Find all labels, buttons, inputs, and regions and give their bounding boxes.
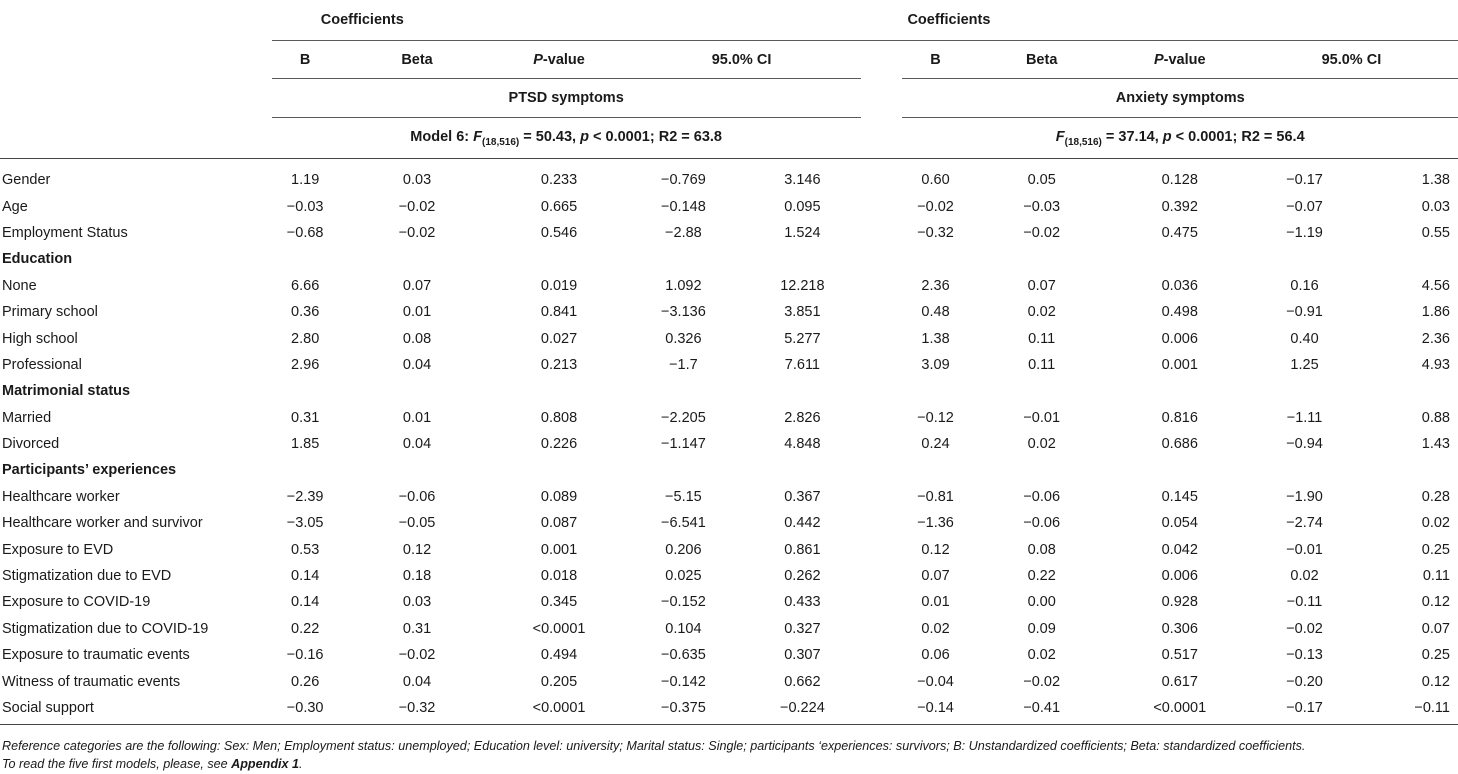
table-cell: −0.02 xyxy=(1286,620,1323,637)
table-cell: 0.089 xyxy=(540,488,578,505)
table-cell: 0.07 xyxy=(1421,620,1450,637)
col-ci-left: 95.0% CI xyxy=(623,41,861,79)
table-cell: 0.14 xyxy=(291,568,320,585)
table-cell: 1.38 xyxy=(921,330,950,347)
table-cell: 0.128 xyxy=(1161,172,1198,189)
model-left-stats: Model 6: $F_{(18,516)} = 50.43$, p < 0.0001; R2 = 63.8 xyxy=(272,118,861,159)
table-cell: −0.94 xyxy=(1286,436,1323,453)
table-cell: −2.74 xyxy=(1286,515,1323,532)
table-cell: 0.09 xyxy=(1027,620,1056,637)
group-anxiety: Anxiety symptoms xyxy=(902,79,1458,118)
table-cell xyxy=(744,246,860,272)
table-cell: −0.07 xyxy=(1286,198,1323,215)
table-cell: 0.665 xyxy=(540,198,578,215)
table-cell: 0.006 xyxy=(1161,568,1198,585)
footnote-line-1: Reference categories are the following: Sex: Men; Employment status: unemployed; Education level: university; Marital status: Single; participants ‘experiences: survivors; B: Unstandardized coefficients; Beta: standardized coefficients. xyxy=(2,739,1306,753)
table-cell: 0.327 xyxy=(784,620,821,637)
table-cell: −0.01 xyxy=(1023,409,1061,426)
table-cell: <0.0001 xyxy=(532,620,586,637)
table-cell: 0.01 xyxy=(402,304,432,321)
table-cell: 0.326 xyxy=(665,330,702,347)
table-cell: 0.12 xyxy=(921,541,950,558)
table-cell: −0.32 xyxy=(917,224,954,241)
table-row xyxy=(0,299,1458,325)
table-cell: <0.0001 xyxy=(1115,695,1245,725)
table-body xyxy=(0,159,1458,725)
table-row xyxy=(0,589,1458,615)
table-cell xyxy=(496,246,623,272)
table-cell: 0.841 xyxy=(540,304,578,321)
table-cell: 0.04 xyxy=(402,673,432,690)
table-cell: −0.91 xyxy=(1286,304,1323,321)
table-cell: 0.02 xyxy=(1027,436,1056,453)
table-cell: 0.475 xyxy=(1161,224,1198,241)
gap-cell xyxy=(861,563,903,589)
section-label: Matrimonial status xyxy=(2,383,131,400)
gap-cell xyxy=(861,193,903,219)
table-cell: 1.25 xyxy=(1290,356,1319,373)
table-cell: 0.04 xyxy=(402,356,432,373)
table-cell: 3.09 xyxy=(921,356,950,373)
table-cell: −0.06 xyxy=(1023,515,1061,532)
table-row xyxy=(0,220,1458,246)
table-cell xyxy=(339,246,496,272)
table-cell: −0.224 xyxy=(744,695,860,725)
table-cell: 0.498 xyxy=(1161,304,1198,321)
table-cell: 1.43 xyxy=(1421,436,1450,453)
coefficients-left-label: Coefficients xyxy=(272,0,861,41)
table-cell: 0.88 xyxy=(1421,409,1450,426)
table-cell: −0.05 xyxy=(398,515,436,532)
table-cell: 0.24 xyxy=(921,436,950,453)
table-cell: 4.93 xyxy=(1421,356,1450,373)
section-label: Participants’ experiences xyxy=(2,462,177,479)
table-cell: −0.02 xyxy=(398,224,436,241)
table-cell: 0.02 xyxy=(1027,647,1056,664)
table-cell xyxy=(496,378,623,404)
table-row xyxy=(0,431,1458,457)
table-cell: 0.53 xyxy=(291,541,320,558)
table-cell: −0.148 xyxy=(661,198,706,215)
table-cell: −0.02 xyxy=(1023,224,1061,241)
table-cell xyxy=(744,378,860,404)
section-row xyxy=(0,378,1458,404)
table-cell: 0.03 xyxy=(402,172,432,189)
table-cell: 0.25 xyxy=(1421,647,1450,664)
header-row-groups xyxy=(0,79,1458,118)
table-cell: 0.14 xyxy=(291,594,320,611)
table-cell: 0.087 xyxy=(540,515,578,532)
table-cell: 0.006 xyxy=(1161,330,1198,347)
table-cell: −3.136 xyxy=(661,304,706,321)
gap-cell xyxy=(861,616,903,642)
table-row xyxy=(0,642,1458,668)
table-cell: 0.28 xyxy=(1421,488,1450,505)
table-cell: 0.01 xyxy=(921,594,950,611)
gap-cell xyxy=(861,642,903,668)
table-row xyxy=(0,536,1458,562)
table-cell: −0.81 xyxy=(917,488,954,505)
row-label: Married xyxy=(2,409,52,426)
table-cell: −0.68 xyxy=(286,224,324,241)
table-cell: 2.826 xyxy=(784,409,821,426)
row-label: Divorced xyxy=(2,436,60,453)
table-cell: 0.226 xyxy=(540,436,578,453)
table-cell: −0.11 xyxy=(1286,594,1323,611)
table-cell: −1.19 xyxy=(1286,224,1323,241)
table-cell: 0.307 xyxy=(784,647,821,664)
table-cell: −0.03 xyxy=(1023,198,1061,215)
table-cell: 0.517 xyxy=(1161,647,1198,664)
table-cell: 0.02 xyxy=(1290,568,1319,585)
row-label: Stigmatization due to COVID-19 xyxy=(2,620,209,637)
table-cell xyxy=(1115,246,1245,272)
table-cell: −2.205 xyxy=(661,409,706,426)
table-row xyxy=(0,405,1458,431)
table-cell: 2.80 xyxy=(291,330,320,347)
table-cell: −1.90 xyxy=(1286,488,1323,505)
table-cell: 0.145 xyxy=(1161,488,1198,505)
section-label: Education xyxy=(2,251,73,268)
table-cell: −1.36 xyxy=(917,515,954,532)
table-footnote xyxy=(2,737,1305,773)
row-label: Stigmatization due to EVD xyxy=(2,568,172,585)
row-label: Healthcare worker and survivor xyxy=(2,515,203,532)
gap-cell xyxy=(861,352,903,378)
appendix-link[interactable]: Appendix 1 xyxy=(231,757,300,771)
table-cell: 0.06 xyxy=(921,647,950,664)
table-cell: 0.662 xyxy=(784,673,821,690)
table-cell: −1.11 xyxy=(1286,409,1323,426)
table-cell: −0.635 xyxy=(661,647,706,664)
table-cell: 0.03 xyxy=(402,594,432,611)
table-cell: −2.39 xyxy=(286,488,324,505)
table-cell: 0.07 xyxy=(402,277,432,294)
table-row xyxy=(0,273,1458,299)
table-cell xyxy=(744,457,860,483)
table-cell: 0.686 xyxy=(1161,436,1198,453)
gap-cell xyxy=(861,484,903,510)
group-ptsd: PTSD symptoms xyxy=(272,79,861,118)
table-cell: 0.22 xyxy=(291,620,320,637)
table-cell: 3.851 xyxy=(784,304,821,321)
table-cell: 0.31 xyxy=(402,620,432,637)
table-cell: 0.04 xyxy=(402,436,432,453)
table-cell xyxy=(1115,378,1245,404)
table-cell: 0.262 xyxy=(784,568,821,585)
table-cell xyxy=(272,246,339,272)
gap-cell xyxy=(861,246,903,272)
table-cell: −0.03 xyxy=(286,198,324,215)
table-cell: 0.02 xyxy=(1421,515,1450,532)
table-cell xyxy=(1364,246,1458,272)
row-label: Gender xyxy=(2,172,51,189)
gap-cell xyxy=(861,695,903,725)
table-cell: 0.036 xyxy=(1161,277,1198,294)
table-row xyxy=(0,193,1458,219)
table-cell: 4.56 xyxy=(1421,277,1450,294)
table-cell xyxy=(902,246,968,272)
table-cell: 0.019 xyxy=(540,277,578,294)
table-cell: 0.001 xyxy=(1161,356,1198,373)
row-label: Healthcare worker xyxy=(2,488,120,505)
table-cell: 0.03 xyxy=(1421,198,1450,215)
table-cell: 0.08 xyxy=(402,330,432,347)
row-label: Primary school xyxy=(2,304,98,321)
col-b-left: B xyxy=(272,41,339,79)
section-row xyxy=(0,246,1458,272)
table-cell: 1.092 xyxy=(665,277,702,294)
table-cell xyxy=(496,457,623,483)
table-cell: 4.848 xyxy=(784,436,821,453)
gap-cell xyxy=(861,159,903,194)
table-cell: 2.96 xyxy=(291,356,320,373)
table-cell: 0.36 xyxy=(291,304,320,321)
table-cell xyxy=(272,457,339,483)
header-row-coefficients xyxy=(0,0,1458,41)
table-cell xyxy=(339,457,496,483)
table-cell xyxy=(272,378,339,404)
table-cell: −0.30 xyxy=(272,695,339,725)
table-cell: 0.205 xyxy=(540,673,578,690)
table-cell: −0.17 xyxy=(1286,172,1323,189)
table-cell: 0.367 xyxy=(784,488,821,505)
table-cell: 2.36 xyxy=(1421,330,1450,347)
header-row-models xyxy=(0,118,1458,159)
table-cell: −0.32 xyxy=(339,695,496,725)
table-cell: −0.12 xyxy=(917,409,954,426)
col-b-right: B xyxy=(902,41,968,79)
col-ci-right: 95.0% CI xyxy=(1245,41,1458,79)
gap-cell xyxy=(861,325,903,351)
table-cell: 7.611 xyxy=(784,356,820,373)
row-label: Employment Status xyxy=(2,224,128,241)
gap-cell xyxy=(861,378,903,404)
table-cell xyxy=(1245,378,1364,404)
table-row xyxy=(0,563,1458,589)
gap-cell xyxy=(861,299,903,325)
table-cell: 0.55 xyxy=(1421,224,1450,241)
table-cell: 0.02 xyxy=(1027,304,1056,321)
table-cell: −0.152 xyxy=(661,594,706,611)
table-cell xyxy=(623,378,745,404)
table-cell: 0.00 xyxy=(1027,594,1056,611)
row-label: Professional xyxy=(2,356,82,373)
table-cell: −0.769 xyxy=(661,172,706,189)
table-cell xyxy=(1115,457,1245,483)
table-cell: 0.442 xyxy=(784,515,821,532)
table-cell: −0.142 xyxy=(661,673,706,690)
table-cell: 0.11 xyxy=(1422,568,1450,585)
table-cell: <0.0001 xyxy=(496,695,623,725)
table-cell: 0.31 xyxy=(291,409,320,426)
table-cell xyxy=(969,246,1115,272)
row-label: Age xyxy=(2,198,28,215)
table-cell: −0.17 xyxy=(1245,695,1364,725)
table-cell: 6.66 xyxy=(291,277,320,294)
table-cell: −0.04 xyxy=(917,673,954,690)
row-label: None xyxy=(2,277,37,294)
gap-cell xyxy=(861,536,903,562)
table-cell xyxy=(339,378,496,404)
table-row xyxy=(0,484,1458,510)
table-cell: −1.7 xyxy=(669,356,698,373)
footnote-line-2: To read the five first models, please, see Appendix 1. xyxy=(2,757,303,771)
table-cell: 0.494 xyxy=(540,647,578,664)
table-cell: 0.01 xyxy=(402,409,432,426)
table-cell: −0.06 xyxy=(1023,488,1061,505)
gap-cell xyxy=(861,405,903,431)
table-cell xyxy=(902,457,968,483)
table-cell: −3.05 xyxy=(286,515,324,532)
table-cell: 0.18 xyxy=(402,568,432,585)
table-cell: −0.02 xyxy=(917,198,954,215)
table-cell: 0.48 xyxy=(921,304,950,321)
table-cell: 0.546 xyxy=(540,224,578,241)
table-cell: 0.213 xyxy=(540,356,578,373)
table-cell: 0.392 xyxy=(1161,198,1198,215)
table-cell xyxy=(623,457,745,483)
gap-cell xyxy=(861,220,903,246)
table-cell: −0.02 xyxy=(398,198,436,215)
table-cell: 0.12 xyxy=(402,541,432,558)
row-label: Exposure to EVD xyxy=(2,541,114,558)
table-cell: 3.146 xyxy=(784,172,821,189)
table-row xyxy=(0,616,1458,642)
table-cell: 0.928 xyxy=(1161,594,1198,611)
table-cell: 0.054 xyxy=(1161,515,1198,532)
table-cell: 0.11 xyxy=(1028,356,1056,373)
table-cell: 0.206 xyxy=(665,541,702,558)
table-row xyxy=(0,510,1458,536)
table-cell: −0.02 xyxy=(398,647,436,664)
table-cell: −0.06 xyxy=(398,488,436,505)
gap-cell xyxy=(861,457,903,483)
model-right-stats: $F_{(18,516)} = 37.14$, p < 0.0001; R2 = 56.4 xyxy=(902,118,1458,159)
table-cell: −0.11 xyxy=(1364,695,1458,725)
table-cell: 0.60 xyxy=(921,172,950,189)
table-cell: 0.808 xyxy=(540,409,578,426)
table-cell: 2.36 xyxy=(921,277,950,294)
table-cell: −0.16 xyxy=(286,647,324,664)
gap-cell xyxy=(861,510,903,536)
table-cell: 5.277 xyxy=(784,330,821,347)
header-row-columns xyxy=(0,41,1458,79)
gap-cell xyxy=(861,431,903,457)
table-cell: 0.05 xyxy=(1027,172,1056,189)
row-label: Exposure to COVID-19 xyxy=(2,594,151,611)
table-cell: 0.816 xyxy=(1161,409,1198,426)
coefficients-right-label: Coefficients xyxy=(902,0,1458,41)
row-label: High school xyxy=(2,330,78,347)
table-cell: −0.14 xyxy=(902,695,968,725)
table-cell: 0.042 xyxy=(1161,541,1198,558)
table-cell xyxy=(1245,246,1364,272)
table-cell xyxy=(1364,457,1458,483)
col-beta-left: Beta xyxy=(339,41,496,79)
table-cell: −6.541 xyxy=(661,515,706,532)
table-row xyxy=(0,668,1458,694)
table-cell: 0.25 xyxy=(1421,541,1450,558)
table-cell: 1.86 xyxy=(1421,304,1450,321)
table-cell: 1.38 xyxy=(1421,172,1450,189)
table-cell: −0.20 xyxy=(1286,673,1323,690)
table-cell: 0.617 xyxy=(1161,673,1198,690)
table-cell xyxy=(969,378,1115,404)
table-cell: 0.26 xyxy=(291,673,320,690)
table-row xyxy=(0,695,1458,725)
table-cell: −0.01 xyxy=(1286,541,1323,558)
gap-cell xyxy=(861,589,903,615)
table-cell xyxy=(1245,457,1364,483)
table-cell: 0.11 xyxy=(1028,330,1056,347)
table-cell: 0.027 xyxy=(540,330,578,347)
table-cell: 0.345 xyxy=(540,594,578,611)
table-row xyxy=(0,159,1458,194)
table-cell: 0.095 xyxy=(784,198,821,215)
table-cell: 0.001 xyxy=(540,541,578,558)
table-cell: −5.15 xyxy=(665,488,702,505)
table-cell: 0.02 xyxy=(921,620,950,637)
table-cell: −1.147 xyxy=(661,436,706,453)
table-row xyxy=(0,352,1458,378)
gap-cell xyxy=(861,273,903,299)
table-cell: 0.08 xyxy=(1027,541,1056,558)
table-cell: 0.07 xyxy=(921,568,950,585)
table-cell: −0.02 xyxy=(1023,673,1061,690)
table-cell: 0.104 xyxy=(665,620,702,637)
table-cell xyxy=(1364,378,1458,404)
table-cell: 1.19 xyxy=(291,172,320,189)
col-beta-right: Beta xyxy=(969,41,1115,79)
table-cell: −0.41 xyxy=(969,695,1115,725)
table-cell: −0.13 xyxy=(1286,647,1323,664)
table-cell: −2.88 xyxy=(665,224,702,241)
table-cell: 0.025 xyxy=(665,568,702,585)
row-label: Social support xyxy=(0,695,272,725)
table-cell xyxy=(902,378,968,404)
table-cell: 0.12 xyxy=(1421,673,1450,690)
col-pvalue-left: P-value xyxy=(496,41,623,79)
table-cell: 0.433 xyxy=(784,594,821,611)
table-cell xyxy=(969,457,1115,483)
row-label: Exposure to traumatic events xyxy=(2,647,190,664)
table-cell xyxy=(623,246,745,272)
table-cell: 0.40 xyxy=(1290,330,1319,347)
table-header xyxy=(0,0,1458,159)
table-cell: 0.306 xyxy=(1161,620,1198,637)
table-cell: 0.16 xyxy=(1290,277,1319,294)
table-cell: 1.524 xyxy=(784,224,821,241)
table-cell: 0.22 xyxy=(1027,568,1056,585)
section-row xyxy=(0,457,1458,483)
row-label: Witness of traumatic events xyxy=(2,673,181,690)
table-cell: −0.375 xyxy=(623,695,745,725)
table-cell: 0.07 xyxy=(1027,277,1056,294)
col-pvalue-right: P-value xyxy=(1115,41,1245,79)
table-cell: 0.018 xyxy=(540,568,578,585)
table-cell: 1.85 xyxy=(291,436,320,453)
table-cell: 0.12 xyxy=(1421,594,1450,611)
table-cell: 12.218 xyxy=(780,277,825,294)
table-cell: 0.233 xyxy=(540,172,578,189)
gap-cell xyxy=(861,668,903,694)
table-cell: 0.861 xyxy=(784,541,821,558)
table-row xyxy=(0,325,1458,351)
